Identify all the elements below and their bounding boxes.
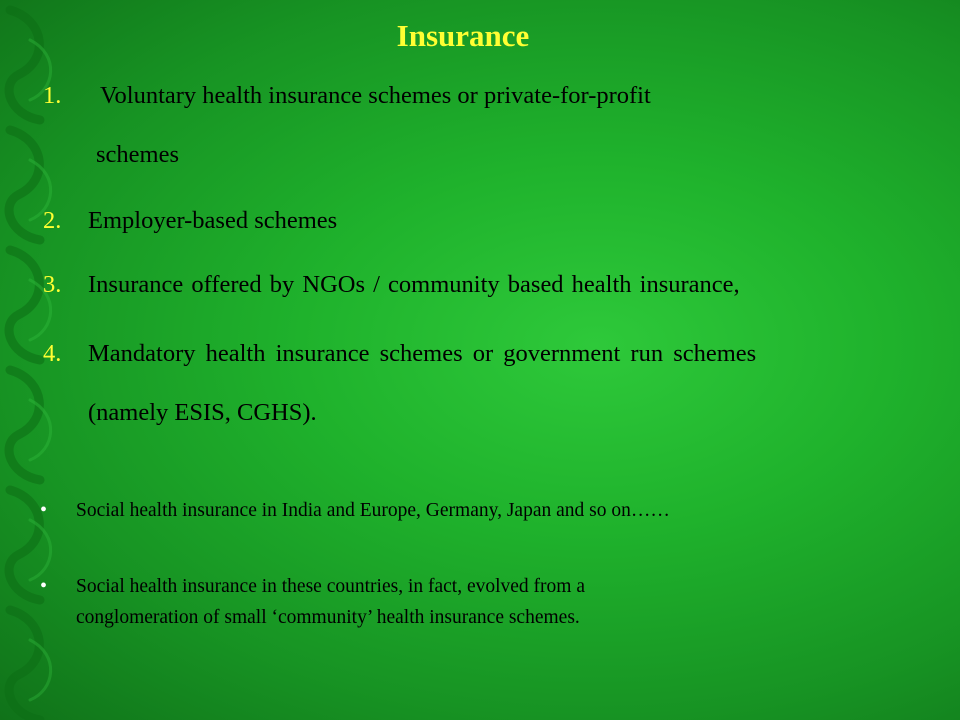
bullet-item	[40, 495, 900, 527]
numbered-item-line: Mandatory health insurance schemes or government run schemes	[88, 340, 757, 367]
bullet-marker: •	[40, 575, 48, 597]
numbered-item	[43, 269, 923, 309]
numbered-item	[43, 338, 923, 438]
numbered-item-marker: 2.	[43, 207, 62, 234]
numbered-item-line: Voluntary health insurance schemes or private-for-profit	[100, 82, 651, 109]
bullet-text: Social health insurance in India and Europe, Germany, Japan and so on……	[76, 500, 670, 521]
numbered-item-marker: 3.	[43, 271, 62, 298]
numbered-item-line: Insurance offered by NGOs / community based health insurance,	[88, 271, 740, 298]
bullet-text: Social health insurance in these countries, in fact, evolved from a	[76, 576, 585, 597]
bullet-text: conglomeration of small ‘community’ health insurance schemes.	[76, 607, 580, 628]
bullet-marker: •	[40, 499, 48, 521]
numbered-item-line: (namely ESIS, CGHS).	[88, 399, 317, 426]
numbered-item-marker: 1.	[43, 82, 62, 109]
numbered-item	[43, 80, 843, 180]
bullet-item	[40, 571, 900, 635]
numbered-item-line: schemes	[96, 141, 179, 168]
slide-title: Insurance	[396, 18, 530, 53]
numbered-item-marker: 4.	[43, 340, 62, 367]
numbered-item-line: Employer-based schemes	[88, 207, 338, 234]
numbered-item	[43, 205, 843, 245]
